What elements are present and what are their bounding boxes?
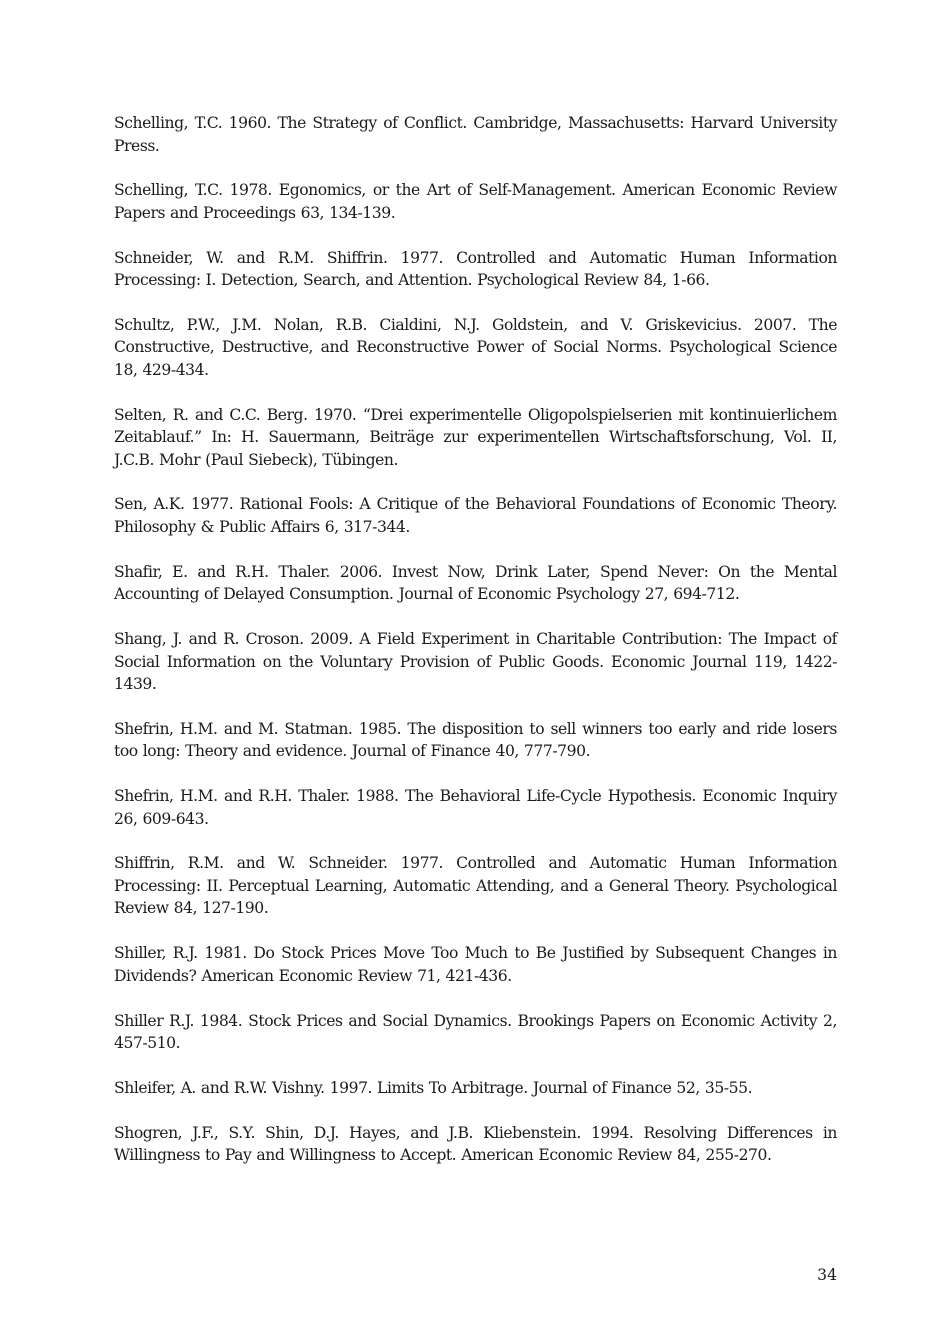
page-number: 34	[817, 1266, 837, 1284]
reference-entry: Schneider, W. and R.M. Shiffrin. 1977. Controlled and Automatic Human Information Processing: I. Detection, Search, and Attention. Psychological Review 84, 1-66.	[114, 248, 837, 290]
reference-entry: Shogren, J.F., S.Y. Shin, D.J. Hayes, and J.B. Kliebenstein. 1994. Resolving Differences in Willingness to Pay and Willingness to Accept. American Economic Review 84, 255-270.	[114, 1123, 837, 1165]
reference-entry: Shiffrin, R.M. and W. Schneider. 1977. Controlled and Automatic Human Information Processing: II. Perceptual Learning, Automatic Attending, and a General Theory. Psychological Review 84, 127-190.	[114, 854, 837, 918]
reference-list	[114, 112, 837, 1189]
reference-entry: Schultz, P.W., J.M. Nolan, R.B. Cialdini, N.J. Goldstein, and V. Griskevicius. 2007. The Constructive, Destructive, and Reconstructive Power of Social Norms. Psychological Science 18, 429-434.	[114, 315, 837, 379]
reference-entry: Shafir, E. and R.H. Thaler. 2006. Invest Now, Drink Later, Spend Never: On the Mental Accounting of Delayed Consumption. Journal of Economic Psychology 27, 694-712.	[114, 562, 837, 604]
reference-entry: Shefrin, H.M. and M. Statman. 1985. The disposition to sell winners too early and ride losers too long: Theory and evidence. Journal of Finance 40, 777-790.	[114, 719, 837, 761]
reference-entry: Shang, J. and R. Croson. 2009. A Field Experiment in Charitable Contribution: The Impact of Social Information on the Voluntary Provision of Public Goods. Economic Journal 119, 1422-1439.	[114, 630, 837, 694]
reference-entry: Shleifer, A. and R.W. Vishny. 1997. Limits To Arbitrage. Journal of Finance 52, 35-55.	[114, 1078, 753, 1097]
reference-entry: Schelling, T.C. 1978. Egonomics, or the Art of Self-Management. American Economic Review Papers and Proceedings 63, 134-139.	[114, 181, 837, 222]
reference-entry: Schelling, T.C. 1960. The Strategy of Conflict. Cambridge, Massachusetts: Harvard University Press.	[114, 114, 837, 155]
reference-entry: Shefrin, H.M. and R.H. Thaler. 1988. The Behavioral Life-Cycle Hypothesis. Economic Inquiry 26, 609-643.	[114, 787, 837, 828]
reference-entry: Shiller, R.J. 1981. Do Stock Prices Move Too Much to Be Justified by Subsequent Changes in Dividends? American Economic Review 71, 421-436.	[114, 944, 837, 985]
reference-entry: Sen, A.K. 1977. Rational Fools: A Critique of the Behavioral Foundations of Economic Theory. Philosophy & Public Affairs 6, 317-344.	[114, 495, 837, 536]
reference-entry: Shiller R.J. 1984. Stock Prices and Social Dynamics. Brookings Papers on Economic Activity 2, 457-510.	[114, 1011, 837, 1053]
reference-entry: Selten, R. and C.C. Berg. 1970. “Drei experimentelle Oligopolspielserien mit kontinuierlichem Zeitablauf.” In: H. Sauermann, Beiträge zur experimentellen Wirtschaftsforschung, Vol. II, J.C.B. Mohr (Paul Siebeck), Tübingen.	[114, 405, 837, 469]
